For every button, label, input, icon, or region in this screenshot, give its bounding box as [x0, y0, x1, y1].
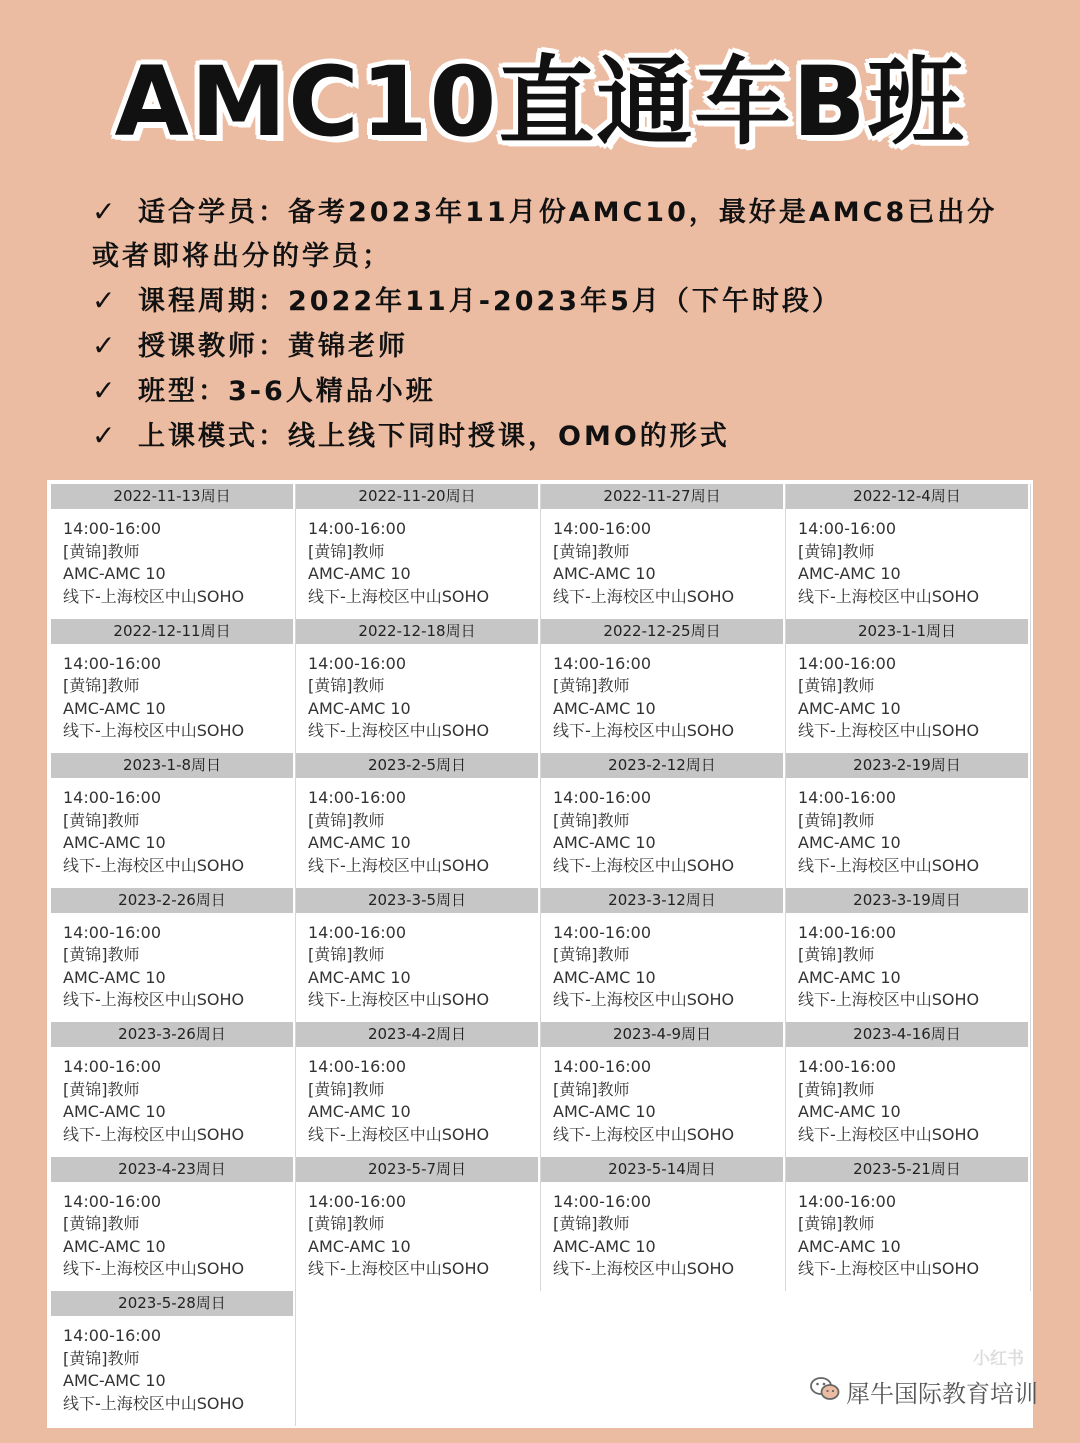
schedule-date: 2023-5-7周日: [296, 1157, 538, 1182]
schedule-cell: [296, 619, 541, 754]
session-details: [296, 509, 540, 608]
session-location: 线下-上海校区中山SOHO: [308, 1259, 490, 1278]
session-teacher: [黄锦]教师: [798, 676, 875, 695]
session-location: 线下-上海校区中山SOHO: [553, 990, 735, 1009]
schedule-empty-cell: [296, 1291, 541, 1426]
schedule-cell: [786, 619, 1031, 754]
session-teacher: [黄锦]教师: [63, 1079, 140, 1099]
session-teacher: [黄锦]教师: [63, 541, 140, 561]
schedule-cell: [541, 753, 786, 888]
schedule-date: 2023-2-26周日: [51, 888, 293, 913]
session-course: AMC-AMC 10: [553, 564, 656, 583]
session-course: AMC-AMC 10: [63, 1102, 166, 1121]
session-location: 线下-上海校区中山SOHO: [553, 1124, 735, 1144]
schedule-cell: [786, 888, 1031, 1023]
session-location: 线下-上海校区中山SOHO: [798, 1124, 980, 1144]
session-location: 线下-上海校区中山SOHO: [63, 1124, 245, 1144]
session-course: AMC-AMC 10: [798, 833, 901, 852]
session-time: 14:00-16:00: [553, 1191, 651, 1211]
session-details: [541, 913, 785, 1012]
schedule-cell: [51, 753, 296, 888]
session-course: AMC-AMC 10: [553, 1236, 656, 1256]
schedule-date: 2023-4-16周日: [786, 1022, 1028, 1047]
session-details: [786, 913, 1030, 1012]
schedule-cell: [541, 1022, 786, 1157]
session-course: AMC-AMC 10: [308, 833, 411, 852]
session-teacher: [黄锦]教师: [63, 1348, 140, 1368]
session-location: 线下-上海校区中山SOHO: [308, 1124, 490, 1144]
session-time: 14:00-16:00: [553, 788, 651, 807]
schedule-cell: [786, 753, 1031, 888]
info-row-teacher: [92, 324, 992, 369]
session-details: [786, 1047, 1030, 1146]
schedule-date: 2023-5-28周日: [51, 1291, 293, 1316]
info-row-mode: [92, 414, 992, 459]
session-details: [786, 778, 1030, 877]
session-details: [541, 644, 785, 743]
checkmark-icon: ✓: [92, 419, 119, 452]
session-location: 线下-上海校区中山SOHO: [798, 855, 980, 875]
session-details: [786, 1182, 1030, 1281]
info-row-students-cont: [92, 235, 992, 279]
info-class-size: 班型：3-6人精品小班: [138, 376, 436, 407]
session-teacher: [黄锦]教师: [798, 1079, 875, 1099]
schedule-date: 2022-11-27周日: [541, 484, 783, 509]
info-teacher: 授课教师：黄锦老师: [138, 331, 408, 362]
info-students: 适合学员：备考2023年11月份AMC10，最好是AMC8已出分: [138, 197, 998, 228]
schedule-cell: [296, 1022, 541, 1157]
schedule-cell: [51, 888, 296, 1023]
session-time: 14:00-16:00: [308, 1057, 406, 1076]
session-location: 线下-上海校区中山SOHO: [553, 855, 735, 875]
session-details: [51, 644, 295, 743]
session-teacher: [黄锦]教师: [553, 810, 630, 830]
schedule-cell: [51, 619, 296, 754]
info-row-period: [92, 279, 992, 324]
session-details: [296, 778, 540, 877]
session-location: 线下-上海校区中山SOHO: [553, 586, 735, 606]
session-time: 14:00-16:00: [63, 1326, 161, 1345]
checkmark-icon: ✓: [92, 284, 119, 317]
session-teacher: [黄锦]教师: [798, 541, 875, 561]
session-teacher: [黄锦]教师: [63, 1214, 140, 1233]
session-course: AMC-AMC 10: [63, 833, 166, 852]
schedule-cell: [786, 484, 1031, 619]
schedule-cell: [296, 888, 541, 1023]
session-course: AMC-AMC 10: [308, 698, 411, 718]
session-location: 线下-上海校区中山SOHO: [308, 855, 490, 875]
session-details: [51, 778, 295, 877]
schedule-date: 2023-2-12周日: [541, 753, 783, 778]
schedule-cell: [51, 1157, 296, 1292]
session-time: 14:00-16:00: [308, 922, 406, 942]
schedule-cell: [51, 484, 296, 619]
session-details: [296, 913, 540, 1012]
page-title: AMC10直通车B班: [114, 46, 966, 158]
schedule-date: 2023-4-2周日: [296, 1022, 538, 1047]
session-location: 线下-上海校区中山SOHO: [63, 586, 245, 606]
wechat-icon: [810, 1376, 840, 1408]
session-time: 14:00-16:00: [63, 922, 161, 942]
schedule-date: 2023-2-19周日: [786, 753, 1028, 778]
session-teacher: [黄锦]教师: [798, 945, 875, 964]
session-details: [541, 1182, 785, 1281]
session-time: 14:00-16:00: [553, 922, 651, 942]
session-teacher: [黄锦]教师: [553, 541, 630, 561]
session-details: [296, 1047, 540, 1146]
schedule-date: 2023-3-5周日: [296, 888, 538, 913]
session-course: AMC-AMC 10: [798, 1236, 901, 1256]
session-teacher: [黄锦]教师: [553, 676, 630, 695]
session-time: 14:00-16:00: [798, 653, 896, 673]
session-time: 14:00-16:00: [63, 653, 161, 673]
session-location: 线下-上海校区中山SOHO: [553, 1259, 735, 1278]
session-teacher: [黄锦]教师: [308, 1079, 385, 1099]
schedule-cell: [296, 753, 541, 888]
session-time: 14:00-16:00: [553, 1057, 651, 1076]
schedule-date: 2023-5-21周日: [786, 1157, 1028, 1182]
session-course: AMC-AMC 10: [63, 698, 166, 718]
schedule-cell: [51, 1022, 296, 1157]
session-course: AMC-AMC 10: [308, 1102, 411, 1121]
session-course: AMC-AMC 10: [63, 564, 166, 583]
session-details: [786, 644, 1030, 743]
session-course: AMC-AMC 10: [798, 564, 901, 583]
session-teacher: [黄锦]教师: [553, 1214, 630, 1233]
session-location: 线下-上海校区中山SOHO: [63, 855, 245, 875]
session-course: AMC-AMC 10: [308, 1236, 411, 1256]
session-teacher: [黄锦]教师: [63, 810, 140, 830]
schedule-date: 2022-12-18周日: [296, 619, 538, 644]
schedule-date: 2023-5-14周日: [541, 1157, 783, 1182]
schedule-cell: [296, 1157, 541, 1292]
session-details: [296, 644, 540, 743]
session-course: AMC-AMC 10: [798, 967, 901, 987]
info-row-class-size: [92, 369, 992, 414]
schedule-cell: [786, 1022, 1031, 1157]
session-teacher: [黄锦]教师: [553, 1079, 630, 1099]
session-location: 线下-上海校区中山SOHO: [63, 1393, 245, 1413]
session-details: [541, 1047, 785, 1146]
session-details: [51, 1047, 295, 1146]
session-location: 线下-上海校区中山SOHO: [308, 990, 490, 1009]
info-students-cont: 或者即将出分的学员；: [92, 241, 392, 272]
session-location: 线下-上海校区中山SOHO: [798, 990, 980, 1009]
session-teacher: [黄锦]教师: [308, 541, 385, 561]
session-time: 14:00-16:00: [63, 788, 161, 807]
session-teacher: [黄锦]教师: [798, 1214, 875, 1233]
session-time: 14:00-16:00: [63, 1057, 161, 1076]
checkmark-icon: ✓: [92, 374, 119, 407]
session-time: 14:00-16:00: [308, 653, 406, 673]
schedule-date: 2022-11-13周日: [51, 484, 293, 509]
session-course: AMC-AMC 10: [553, 698, 656, 718]
session-details: [51, 1182, 295, 1281]
info-row-students: [92, 190, 998, 235]
info-mode: 上课模式：线上线下同时授课，OMO的形式: [138, 421, 730, 452]
schedule-date: 2023-1-8周日: [51, 753, 293, 778]
schedule-date: 2022-12-25周日: [541, 619, 783, 644]
schedule-date: 2022-11-20周日: [296, 484, 538, 509]
schedule-cell: [541, 888, 786, 1023]
session-teacher: [黄锦]教师: [308, 945, 385, 964]
session-course: AMC-AMC 10: [308, 967, 411, 987]
session-teacher: [黄锦]教师: [308, 810, 385, 830]
session-teacher: [黄锦]教师: [63, 945, 140, 964]
session-course: AMC-AMC 10: [553, 1102, 656, 1121]
session-time: 14:00-16:00: [553, 519, 651, 538]
session-teacher: [黄锦]教师: [798, 810, 875, 830]
account-watermark: [810, 1374, 1038, 1409]
schedule-date: 2023-3-19周日: [786, 888, 1028, 913]
session-time: 14:00-16:00: [308, 1191, 406, 1211]
session-time: 14:00-16:00: [798, 922, 896, 942]
session-location: 线下-上海校区中山SOHO: [63, 990, 245, 1009]
schedule-date: 2023-4-23周日: [51, 1157, 293, 1182]
session-location: 线下-上海校区中山SOHO: [798, 1259, 980, 1278]
session-teacher: [黄锦]教师: [308, 1214, 385, 1233]
session-time: 14:00-16:00: [63, 519, 161, 538]
course-info: [92, 190, 998, 459]
session-time: 14:00-16:00: [308, 788, 406, 807]
session-details: [541, 778, 785, 877]
session-details: [51, 509, 295, 608]
schedule-cell: [541, 1157, 786, 1292]
session-details: [51, 1316, 295, 1415]
session-details: [51, 913, 295, 1012]
schedule-cell: [541, 619, 786, 754]
xiaohongshu-watermark: 小红书: [973, 1349, 1024, 1369]
schedule-calendar: [47, 480, 1033, 1428]
session-time: 14:00-16:00: [553, 653, 651, 673]
session-details: [296, 1182, 540, 1281]
schedule-date: 2022-12-11周日: [51, 619, 293, 644]
checkmark-icon: ✓: [92, 329, 119, 362]
session-course: AMC-AMC 10: [308, 564, 411, 583]
session-teacher: [黄锦]教师: [308, 676, 385, 695]
session-course: AMC-AMC 10: [553, 967, 656, 987]
session-location: 线下-上海校区中山SOHO: [553, 721, 735, 740]
schedule-date: 2023-4-9周日: [541, 1022, 783, 1047]
session-course: AMC-AMC 10: [798, 1102, 901, 1121]
session-time: 14:00-16:00: [308, 519, 406, 538]
schedule-cell: [786, 1157, 1031, 1292]
schedule-date: 2023-1-1周日: [786, 619, 1028, 644]
schedule-cell: [51, 1291, 296, 1426]
schedule-date: 2023-3-12周日: [541, 888, 783, 913]
session-location: 线下-上海校区中山SOHO: [63, 721, 245, 740]
session-teacher: [黄锦]教师: [63, 676, 140, 695]
account-name: 犀牛国际教育培训: [846, 1380, 1038, 1408]
session-time: 14:00-16:00: [798, 788, 896, 807]
session-time: 14:00-16:00: [798, 1191, 896, 1211]
session-course: AMC-AMC 10: [63, 1371, 166, 1390]
session-details: [541, 509, 785, 608]
schedule-cell: [296, 484, 541, 619]
session-location: 线下-上海校区中山SOHO: [63, 1259, 245, 1278]
session-teacher: [黄锦]教师: [553, 945, 630, 964]
schedule-empty-cell: [541, 1291, 786, 1426]
session-time: 14:00-16:00: [798, 519, 896, 538]
checkmark-icon: ✓: [92, 195, 119, 228]
session-location: 线下-上海校区中山SOHO: [798, 586, 980, 606]
session-time: 14:00-16:00: [798, 1057, 896, 1076]
schedule-grid: [51, 484, 1031, 1426]
session-course: AMC-AMC 10: [798, 698, 901, 718]
session-course: AMC-AMC 10: [553, 833, 656, 852]
session-course: AMC-AMC 10: [63, 1236, 166, 1256]
session-location: 线下-上海校区中山SOHO: [798, 721, 980, 740]
session-location: 线下-上海校区中山SOHO: [308, 586, 490, 606]
session-details: [786, 509, 1030, 608]
session-location: 线下-上海校区中山SOHO: [308, 721, 490, 740]
schedule-date: 2023-2-5周日: [296, 753, 538, 778]
session-time: 14:00-16:00: [63, 1191, 161, 1211]
session-course: AMC-AMC 10: [63, 967, 166, 987]
schedule-cell: [541, 484, 786, 619]
schedule-date: 2023-3-26周日: [51, 1022, 293, 1047]
info-period: 课程周期：2022年11月-2023年5月（下午时段）: [138, 286, 842, 317]
schedule-date: 2022-12-4周日: [786, 484, 1028, 509]
